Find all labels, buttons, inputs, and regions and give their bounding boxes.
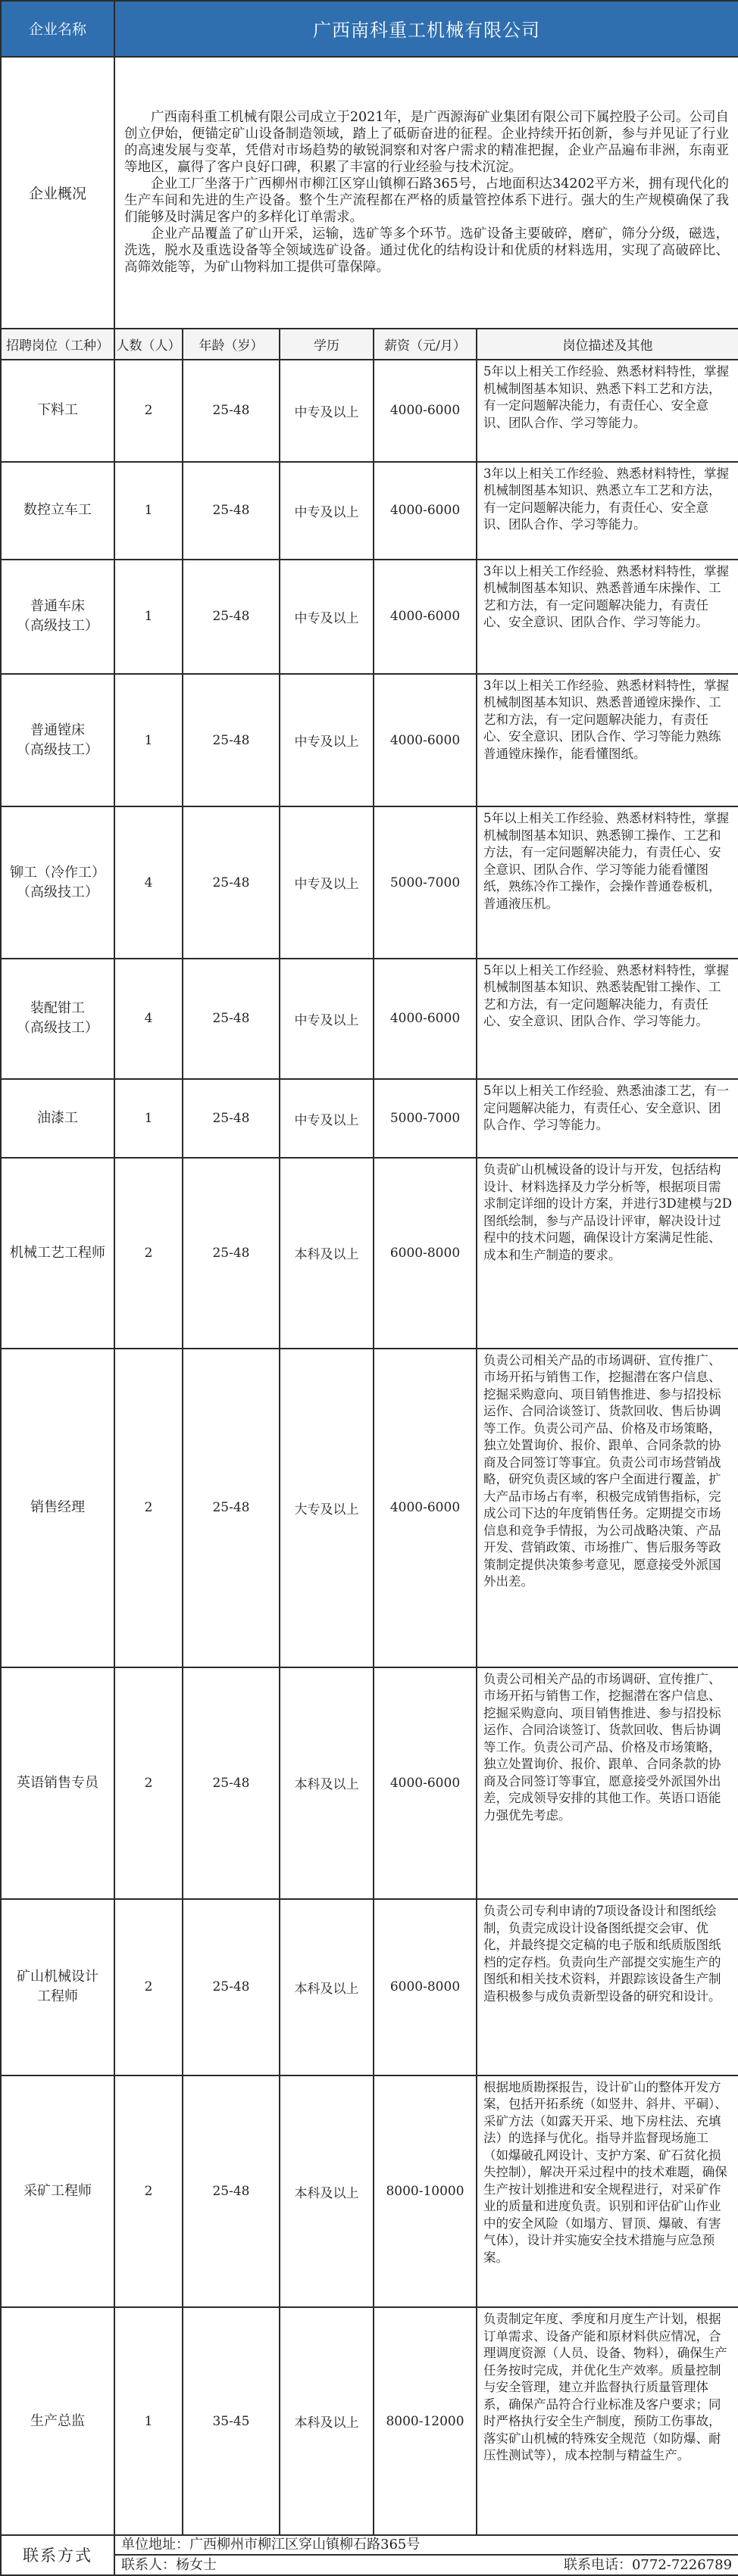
header-description: 岗位描述及其他 bbox=[477, 329, 738, 360]
table-row bbox=[1, 674, 738, 807]
job-count: 4 bbox=[114, 959, 183, 1079]
job-age: 25-48 bbox=[183, 1349, 280, 1667]
job-education: 中专及以上 bbox=[280, 674, 374, 807]
table-row bbox=[1, 462, 738, 560]
company-overview-label: 企业概况 bbox=[1, 57, 114, 329]
job-count: 1 bbox=[114, 560, 183, 674]
job-description: 5年以上相关工作经验、熟悉材料特性，掌握机械制图基本知识、熟悉下料工艺和方法，有一定问题解决能力，有责任心、安全意识、团队合作、学习等能力。 bbox=[477, 360, 738, 462]
job-age: 25-48 bbox=[183, 1079, 280, 1158]
overview-paragraph: 广西南科重工机械有限公司成立于2021年，是广西源海矿业集团有限公司下属控股子公司。公司自创立伊始，便锚定矿山设备制造领域，踏上了砥砺奋进的征程。企业持续开拓创新，参与并见证了行业的高速发展与变革，凭借对市场趋势的敏锐洞察和对客户需求的精准把握，企业产品遍布非洲，东南亚等地区，赢得了客户良好口碑，积累了丰富的行业经验与技术沉淀。 bbox=[124, 110, 730, 176]
contact-label: 联系方式 bbox=[1, 2535, 114, 2575]
job-description: 负责矿山机械设备的设计与开发，包括结构设计、材料选择及力学分析等，根据项目需求制定详细的设计方案，并进行3D建模与2D图纸绘制，参与产品设计评审，解决设计过程中的技术问题，确保设计方案满足性能、成本和生产制造的要求。 bbox=[477, 1158, 738, 1348]
job-description: 3年以上相关工作经验、熟悉材料特性，掌握机械制图基本知识、熟悉立车工艺和方法，有一定问题解决能力，有责任心、安全意识、团队合作、学习等能力。 bbox=[477, 462, 738, 560]
job-salary: 6000-8000 bbox=[374, 1158, 477, 1348]
job-salary: 6000-8000 bbox=[374, 1899, 477, 2075]
job-salary: 5000-7000 bbox=[374, 1079, 477, 1158]
job-position: 数控立车工 bbox=[1, 462, 114, 560]
table-row bbox=[1, 1079, 738, 1158]
job-position: 下料工 bbox=[1, 360, 114, 462]
header-position: 招聘岗位（工种） bbox=[1, 329, 114, 360]
job-education: 中专及以上 bbox=[280, 959, 374, 1079]
job-count: 2 bbox=[114, 360, 183, 462]
header-education: 学历 bbox=[280, 329, 374, 360]
job-salary: 4000-6000 bbox=[374, 560, 477, 674]
job-age: 35-45 bbox=[183, 2307, 280, 2534]
job-description: 5年以上相关工作经验、熟悉油漆工艺，有一定问题解决能力，有责任心、安全意识、团队合作、学习等能力。 bbox=[477, 1079, 738, 1158]
job-count: 1 bbox=[114, 674, 183, 807]
contact-person: 联系人：杨女士 bbox=[121, 2556, 217, 2573]
job-age: 25-48 bbox=[183, 560, 280, 674]
job-age: 25-48 bbox=[183, 1667, 280, 1899]
job-salary: 4000-6000 bbox=[374, 1349, 477, 1667]
table-row bbox=[1, 2075, 738, 2307]
job-education: 中专及以上 bbox=[280, 806, 374, 958]
table-row bbox=[1, 806, 738, 958]
job-education: 大专及以上 bbox=[280, 1349, 374, 1667]
job-count: 2 bbox=[114, 1158, 183, 1348]
job-salary: 8000-10000 bbox=[374, 2075, 477, 2307]
job-position: 销售经理 bbox=[1, 1349, 114, 1667]
job-count: 2 bbox=[114, 1667, 183, 1899]
header-age: 年龄（岁） bbox=[183, 329, 280, 360]
header-count: 人数（人） bbox=[114, 329, 183, 360]
job-age: 25-48 bbox=[183, 959, 280, 1079]
overview-paragraph: 企业产品覆盖了矿山开采，运输，选矿等多个环节。选矿设备主要破碎，磨矿，筛分分级，磁选，洗选，脱水及重选设备等全领域选矿设备。通过优化的结构设计和优质的材料选用，实现了高破碎比、高筛效能等，为矿山物料加工提供可靠保障。 bbox=[124, 226, 730, 276]
job-salary: 4000-6000 bbox=[374, 462, 477, 560]
job-description: 5年以上相关工作经验、熟悉材料特性，掌握机械制图基本知识、熟悉铆工操作、工艺和方法，有一定问题解决能力，有责任心、安全意识、团队合作、学习等能力能看懂图纸，熟练冷作工操作，会操作普通卷板机，普通液压机。 bbox=[477, 806, 738, 958]
job-description: 负责制定年度、季度和月度生产计划，根据订单需求、设备产能和原材料供应情况，合理调度资源（人员、设备、物料），确保生产任务按时完成，并优化生产效率。质量控制与安全管理，建立并监督执行质量管理体系，确保产品符合行业标准及客户要求；同时严格执行安全生产制度，预防工伤事故，落实矿山机械的特殊安全规范（如防爆、耐压性测试等），成本控制与精益生产。 bbox=[477, 2307, 738, 2534]
job-position: 英语销售专员 bbox=[1, 1667, 114, 1899]
job-salary: 4000-6000 bbox=[374, 674, 477, 807]
company-name: 广西南科重工机械有限公司 bbox=[114, 1, 738, 57]
job-age: 25-48 bbox=[183, 674, 280, 807]
table-row bbox=[1, 560, 738, 674]
job-description: 负责公司专利申请的7项设备设计和图纸绘制，负责完成设计设备图纸提交会审、优化，并最终提交定稿的电子版和纸质版图纸档的定存档。负责向生产部提交实施生产的图纸和相关技术资料，并跟踪该设备生产制造积极参与成负责新型设备的研究和设计。 bbox=[477, 1899, 738, 2075]
table-row bbox=[1, 360, 738, 462]
job-description: 5年以上相关工作经验、熟悉材料特性，掌握机械制图基本知识、熟悉装配钳工操作、工艺和方法，有一定问题解决能力，有责任心、安全意识、团队合作、学习等能力。 bbox=[477, 959, 738, 1079]
job-position: 机械工艺工程师 bbox=[1, 1158, 114, 1348]
job-age: 25-48 bbox=[183, 806, 280, 958]
job-position: 采矿工程师 bbox=[1, 2075, 114, 2307]
job-count: 2 bbox=[114, 2075, 183, 2307]
job-education: 中专及以上 bbox=[280, 560, 374, 674]
table-row bbox=[1, 1158, 738, 1348]
job-count: 1 bbox=[114, 462, 183, 560]
job-age: 25-48 bbox=[183, 1899, 280, 2075]
job-count: 1 bbox=[114, 2307, 183, 2534]
job-position: 装配钳工 （高级技工） bbox=[1, 959, 114, 1079]
job-position: 铆工（冷作工） （高级技工） bbox=[1, 806, 114, 958]
contact-address: 单位地址：广西柳州市柳江区穿山镇柳石路365号 bbox=[114, 2535, 738, 2556]
table-row bbox=[1, 2307, 738, 2534]
job-education: 本科及以上 bbox=[280, 1667, 374, 1899]
job-education: 本科及以上 bbox=[280, 1899, 374, 2075]
job-description: 负责公司相关产品的市场调研、宣传推广、市场开拓与销售工作，挖掘潜在客户信息、挖掘采购意向、项目销售推进、参与招投标运作、合同洽谈签订、货款回收、售后协调等工作。负责公司产品、价格及市场策略，独立处置询价、报价、跟单、合同条款的协商及合同签订等事宜，愿意接受外派国外出差，完成领导安排的其他工作。英语口语能力强优先考虑。 bbox=[477, 1667, 738, 1899]
job-education: 本科及以上 bbox=[280, 1158, 374, 1348]
job-education: 中专及以上 bbox=[280, 462, 374, 560]
job-salary: 8000-12000 bbox=[374, 2307, 477, 2534]
job-education: 本科及以上 bbox=[280, 2307, 374, 2534]
job-position: 普通镗床 （高级技工） bbox=[1, 674, 114, 807]
job-position: 生产总监 bbox=[1, 2307, 114, 2534]
job-description: 3年以上相关工作经验、熟悉材料特性，掌握机械制图基本知识、熟悉普通车床操作、工艺和方法，有一定问题解决能力，有责任心、安全意识、团队合作、学习等能力。 bbox=[477, 560, 738, 674]
overview-paragraph: 企业工厂坐落于广西柳州市柳江区穿山镇柳石路365号，占地面积达34202平方米，拥有现代化的生产车间和先进的生产设备。整个生产流程都在严格的质量管控体系下进行。强大的生产规模确保了我们能够及时满足客户的多样化订单需求。 bbox=[124, 176, 730, 226]
job-salary: 4000-6000 bbox=[374, 360, 477, 462]
job-position: 矿山机械设计 工程师 bbox=[1, 1899, 114, 2075]
job-education: 本科及以上 bbox=[280, 2075, 374, 2307]
contact-phone: 联系电话：0772-7226789 bbox=[563, 2556, 733, 2573]
job-description: 负责公司相关产品的市场调研、宣传推广、市场开拓与销售工作，挖掘潜在客户信息、挖掘采购意向、项目销售推进、参与招投标运作、合同洽谈签订、货款回收、售后协调等工作。负责公司产品、价格及市场策略，独立处置询价、报价、跟单、合同条款的协商及合同签订等事宜。负责公司市场营销战略，研究负责区域的客户全面进行覆盖，扩大产品市场占有率，积极完成销售指标，完成公司下达的年度销售任务。定期提交市场信息和竞争手情报，为公司战略决策、产品开发、营销政策、市场推广、售后服务等政策制定提供决策参考意见，愿意接受外派国外出差。 bbox=[477, 1349, 738, 1667]
company-overview bbox=[114, 57, 738, 329]
job-age: 25-48 bbox=[183, 462, 280, 560]
job-age: 25-48 bbox=[183, 2075, 280, 2307]
job-count: 1 bbox=[114, 1079, 183, 1158]
table-row bbox=[1, 1349, 738, 1667]
table-row bbox=[1, 959, 738, 1079]
job-education: 中专及以上 bbox=[280, 360, 374, 462]
job-description: 3年以上相关工作经验、熟悉材料特性，掌握机械制图基本知识、熟悉普通镗床操作、工艺和方法，有一定问题解决能力，有责任心、安全意识、团队合作、学习等能力熟练普通镗床操作，能看懂图纸。 bbox=[477, 674, 738, 807]
contact-info bbox=[114, 2555, 738, 2575]
job-count: 2 bbox=[114, 1899, 183, 2075]
header-salary: 薪资（元/月） bbox=[374, 329, 477, 360]
job-salary: 4000-6000 bbox=[374, 1667, 477, 1899]
job-count: 4 bbox=[114, 806, 183, 958]
table-row bbox=[1, 1899, 738, 2075]
job-age: 25-48 bbox=[183, 360, 280, 462]
job-description: 根据地质勘探报告，设计矿山的整体开发方案，包括开拓系统（如竖井、斜井、平硐）、采矿方法（如露天开采、地下房柱法、充填法）的选择与优化。指导并监督现场施工（如爆破孔网设计、支护方案、矿石贫化损失控制），解决开采过程中的技术难题，确保生产按计划推进和安全规程进行，对采矿作业的质量和进度负责。识别和评估矿山作业中的安全风险（如塌方、冒顶、爆破、有害气体），设计并实施安全技术措施与应急预案。 bbox=[477, 2075, 738, 2307]
job-salary: 4000-6000 bbox=[374, 959, 477, 1079]
table-row bbox=[1, 1667, 738, 1899]
job-count: 2 bbox=[114, 1349, 183, 1667]
table-header-row bbox=[1, 329, 738, 360]
company-name-label: 企业名称 bbox=[1, 1, 114, 57]
job-position: 油漆工 bbox=[1, 1079, 114, 1158]
job-salary: 5000-7000 bbox=[374, 806, 477, 958]
job-position: 普通车床 （高级技工） bbox=[1, 560, 114, 674]
job-education: 中专及以上 bbox=[280, 1079, 374, 1158]
job-age: 25-48 bbox=[183, 1158, 280, 1348]
